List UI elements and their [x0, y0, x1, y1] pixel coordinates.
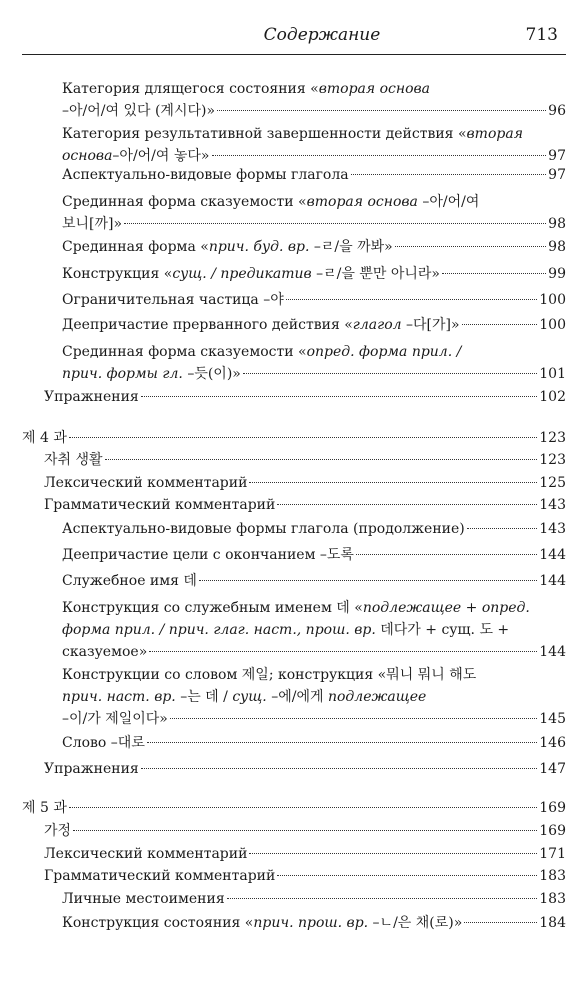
dot-leader — [69, 437, 537, 438]
entry-text-italic: подлежащее — [327, 689, 427, 705]
entry-page-number: 184 — [539, 915, 566, 931]
entry-text-italic: прич. формы гл. — [62, 366, 183, 382]
toc-entry — [44, 386, 566, 408]
entry-text: Лексический комментарий — [44, 475, 248, 491]
toc-entry — [62, 664, 566, 730]
entry-text: Конструкции со словом 제일; конструкция «뭐니 뭐니 해도 — [62, 667, 477, 683]
entry-page-number: 123 — [539, 430, 566, 446]
entry-text-italic: вторая основа — [318, 81, 431, 97]
entry-text: –ㄹ/을 까봐» — [313, 239, 393, 255]
entry-text: Грамматический комментарий — [44, 497, 276, 513]
toc-entry — [44, 843, 566, 865]
toc-entry — [22, 427, 566, 449]
entry-text: Аспектуально-видовые формы глагола — [62, 167, 349, 183]
dot-leader — [356, 554, 537, 555]
toc-entry — [62, 123, 566, 167]
entry-page-number: 169 — [539, 800, 566, 816]
entry-text: –듯(이)» — [187, 366, 241, 382]
dot-leader — [464, 922, 537, 923]
entry-text: Конструкция состояния « — [62, 915, 254, 931]
entry-page-number: 169 — [539, 823, 566, 839]
entry-page-number: 144 — [539, 644, 566, 660]
dot-leader — [227, 898, 538, 899]
dot-leader — [395, 246, 546, 247]
entry-text: –아/어/여 있다 (계시다)» — [62, 103, 216, 119]
entry-text: Упражнения — [44, 389, 139, 405]
entry-text-italic: основа — [62, 148, 113, 164]
toc-entry — [62, 597, 566, 663]
dot-leader — [217, 110, 546, 111]
entry-text: Деепричастие цели с окончанием –도록 — [62, 547, 354, 563]
dot-leader — [277, 875, 537, 876]
entry-text: –다[가]» — [406, 317, 460, 333]
toc-entry — [62, 570, 566, 592]
entry-text: Аспектуально-видовые формы глагола (продолжение) — [62, 521, 465, 537]
entry-page-number: 123 — [539, 452, 566, 468]
page-number: 713 — [525, 25, 558, 45]
dot-leader — [141, 768, 538, 769]
entry-page-number: 183 — [539, 868, 566, 884]
toc-entry — [44, 865, 566, 887]
toc-entry — [44, 820, 566, 842]
entry-text: Конструкция со служебным именем 데 « — [62, 600, 363, 616]
toc-entry — [62, 888, 566, 910]
entry-page-number: 97 — [548, 167, 566, 183]
entry-page-number: 144 — [539, 547, 566, 563]
toc-entry — [62, 341, 566, 385]
entry-text-italic: подлежащее + опред. — [362, 600, 530, 616]
entry-text-italic: прич. наст. вр. — [62, 689, 176, 705]
dot-leader — [105, 459, 538, 460]
entry-text-italic: сущ. — [232, 689, 267, 705]
entry-text: –ㄹ/을 뿐만 아니라» — [316, 266, 440, 282]
entry-text: Категория длящегося состояния « — [62, 81, 319, 97]
entry-text: Срединная форма « — [62, 239, 209, 255]
dot-leader — [73, 830, 537, 831]
dot-leader — [243, 373, 537, 374]
entry-text-italic: сущ. / предикатив — [172, 266, 312, 282]
entry-text: –아/어/여 놓다» — [112, 148, 210, 164]
entry-text-italic: прич. прош. вр. — [253, 915, 369, 931]
toc-entry — [44, 758, 566, 780]
toc-entry — [62, 236, 566, 258]
toc-entry — [62, 518, 566, 540]
entry-text: Лексический комментарий — [44, 846, 248, 862]
entry-text: Срединная форма сказуемости « — [62, 194, 307, 210]
dot-leader — [467, 528, 538, 529]
dot-leader — [249, 853, 537, 854]
entry-text: Упражнения — [44, 761, 139, 777]
dot-leader — [170, 718, 537, 719]
lesson-heading: 제 5 과 — [22, 800, 67, 816]
entry-page-number: 96 — [548, 103, 566, 119]
toc-entry — [62, 912, 566, 934]
entry-text: сказуемое» — [62, 644, 148, 660]
lesson-heading: 제 4 과 — [22, 430, 67, 446]
dot-leader — [69, 807, 537, 808]
dot-leader — [249, 482, 537, 483]
dot-leader — [277, 504, 537, 505]
toc-entry — [62, 732, 566, 754]
entry-text-italic: глагол — [352, 317, 402, 333]
toc-entry — [62, 78, 566, 122]
entry-page-number: 143 — [539, 521, 566, 537]
entry-text: Слово –대로 — [62, 735, 145, 751]
lesson-title: 자취 생활 — [44, 452, 103, 468]
entry-text: –에/에게 — [266, 689, 328, 705]
entry-text-italic: опред. форма прил. / — [306, 344, 462, 360]
dot-leader — [286, 299, 538, 300]
entry-page-number: 101 — [539, 366, 566, 382]
entry-text: 보니[까]» — [62, 216, 123, 232]
entry-text: 데다가 + сущ. 도 + — [375, 622, 510, 638]
dot-leader — [149, 651, 537, 652]
toc-entry — [62, 164, 566, 186]
entry-page-number: 144 — [539, 573, 566, 589]
dot-leader — [462, 324, 538, 325]
entry-page-number: 146 — [539, 735, 566, 751]
entry-text-italic: вторая — [466, 126, 523, 142]
entry-page-number: 102 — [539, 389, 566, 405]
dot-leader — [442, 273, 546, 274]
entry-page-number: 145 — [539, 711, 566, 727]
toc-entry — [62, 314, 566, 336]
entry-text: Срединная форма сказуемости « — [62, 344, 307, 360]
entry-page-number: 100 — [539, 292, 566, 308]
entry-text: –는 데 / — [175, 689, 233, 705]
entry-page-number: 97 — [548, 148, 566, 164]
entry-page-number: 147 — [539, 761, 566, 777]
entry-text: Служебное имя 데 — [62, 573, 197, 589]
entry-page-number: 125 — [539, 475, 566, 491]
dot-leader — [351, 174, 547, 175]
entry-text: Личные местоимения — [62, 891, 225, 907]
entry-page-number: 100 — [539, 317, 566, 333]
entry-text-italic: форма прил. / прич. глаг. наст., прош. вр. — [62, 622, 376, 638]
dot-leader — [199, 580, 537, 581]
toc-entry — [62, 544, 566, 566]
toc-entry — [22, 797, 566, 819]
entry-page-number: 99 — [548, 266, 566, 282]
toc-entry — [62, 263, 566, 285]
toc-entry — [62, 191, 566, 235]
entry-text: Категория результативной завершенности действия « — [62, 126, 467, 142]
lesson-title: 가정 — [44, 823, 72, 839]
entry-text: –아/어/여 — [422, 194, 480, 210]
toc-entry — [62, 289, 566, 311]
entry-text: Грамматический комментарий — [44, 868, 276, 884]
entry-page-number: 98 — [548, 239, 566, 255]
dot-leader — [124, 223, 546, 224]
toc-entry — [44, 472, 566, 494]
dot-leader — [147, 742, 537, 743]
entry-text: Деепричастие прерванного действия « — [62, 317, 353, 333]
page-header — [22, 20, 566, 55]
dot-leader — [212, 155, 547, 156]
entry-text: Ограничительная частица –야 — [62, 292, 284, 308]
toc-entry — [44, 449, 566, 471]
entry-text: –ㄴ/은 채(로)» — [368, 915, 463, 931]
toc-entry — [44, 494, 566, 516]
entry-text: Конструкция « — [62, 266, 173, 282]
entry-page-number: 143 — [539, 497, 566, 513]
entry-text: –이/가 제일이다» — [62, 711, 168, 727]
entry-page-number: 171 — [539, 846, 566, 862]
entry-text-italic: вторая основа — [306, 194, 418, 210]
running-title: Содержание — [263, 25, 381, 45]
entry-page-number: 98 — [548, 216, 566, 232]
entry-page-number: 183 — [539, 891, 566, 907]
entry-text-italic: прич. буд. вр. — [208, 239, 310, 255]
dot-leader — [141, 396, 538, 397]
